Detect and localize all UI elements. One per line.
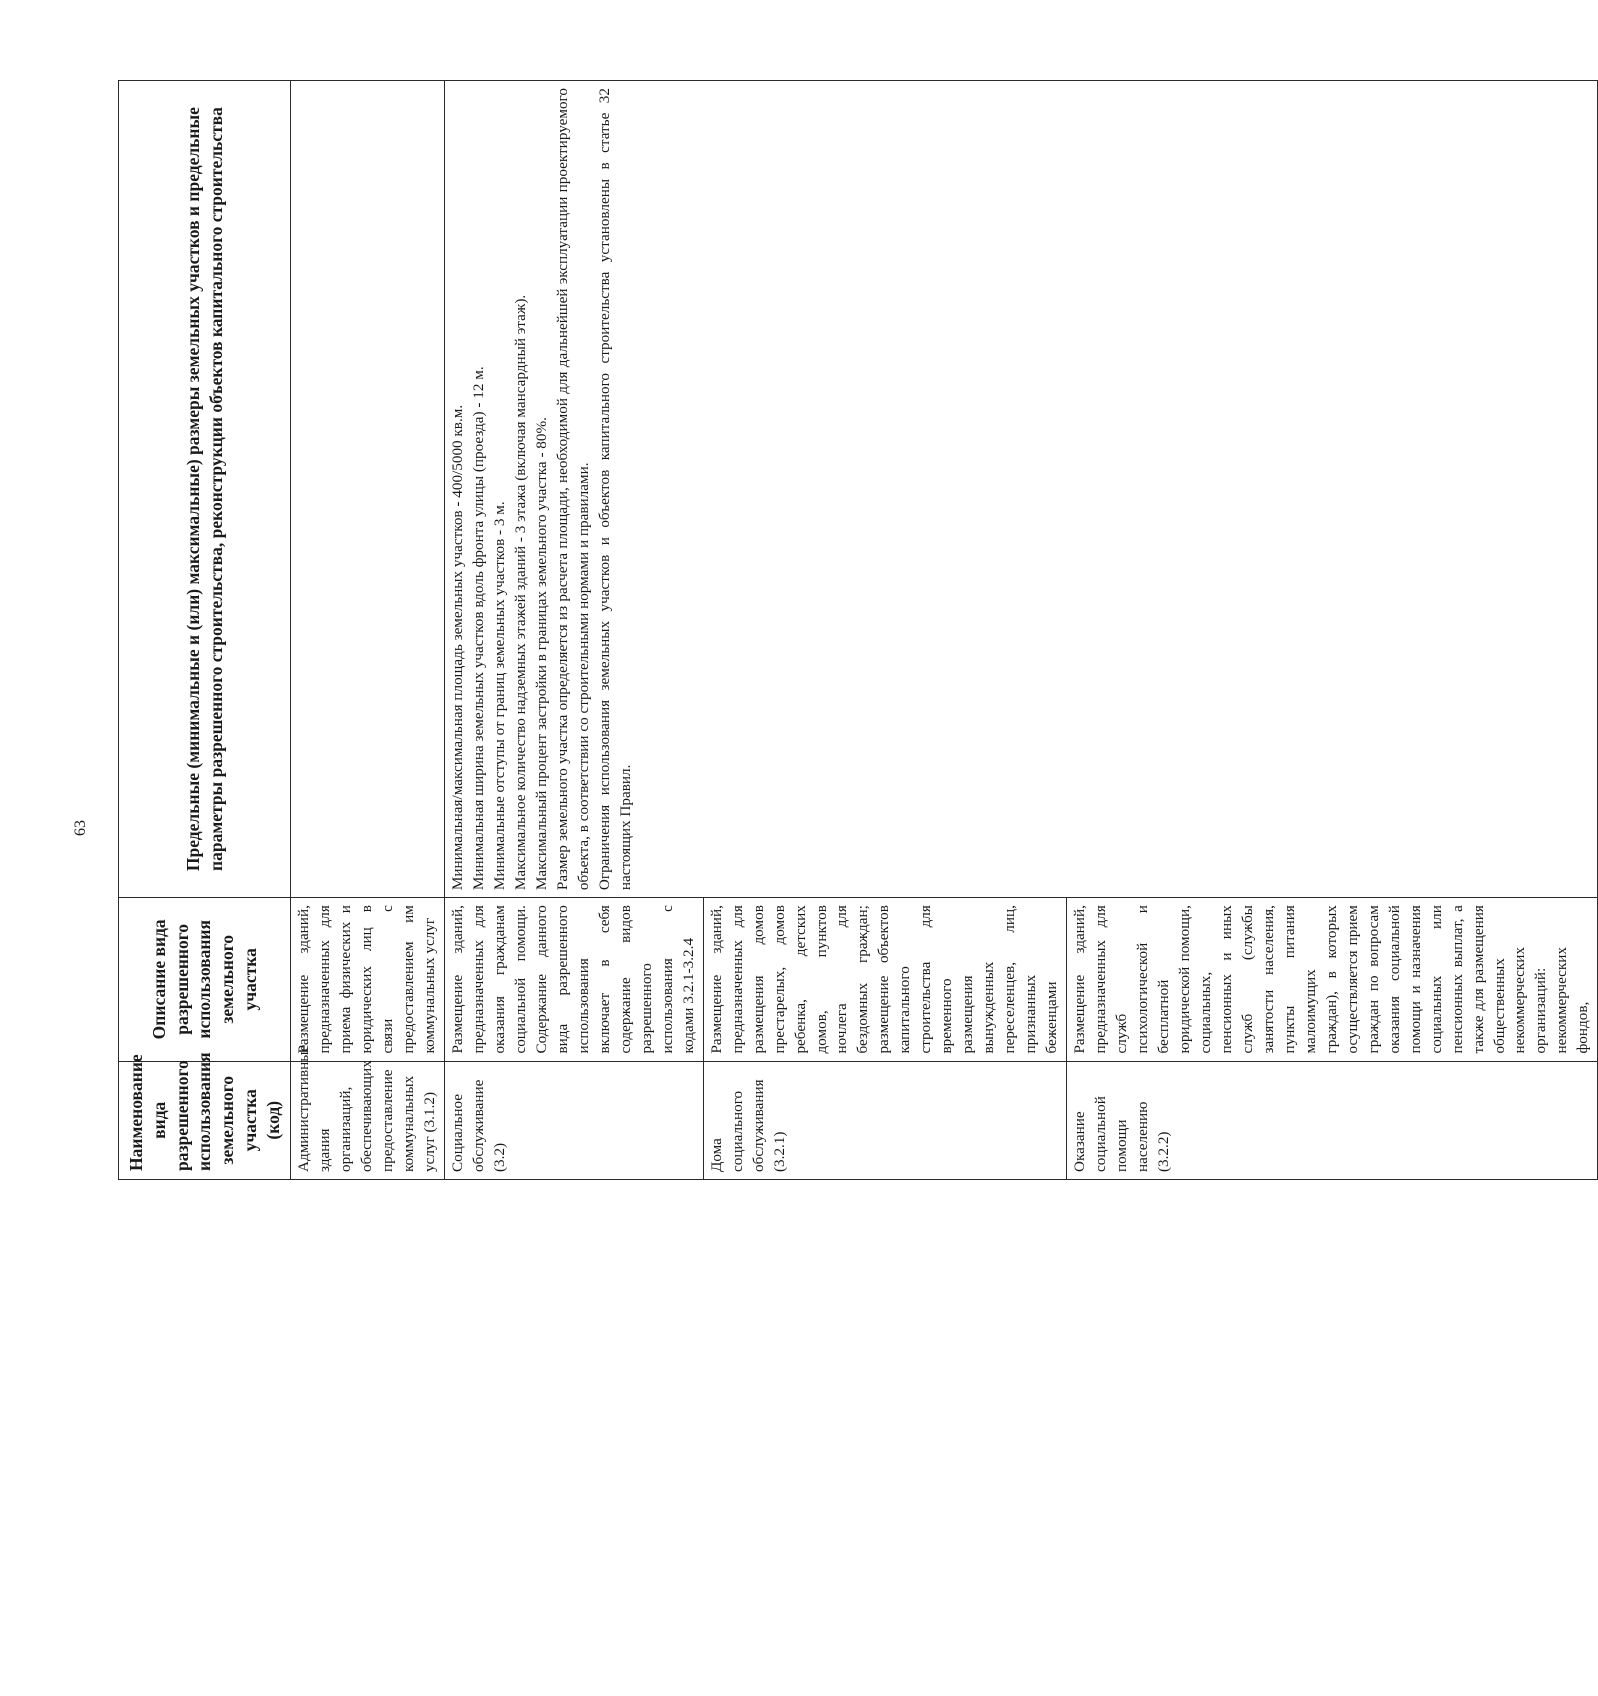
use-description: Размещение зданий, предназначенных для размещения домов престарелых, домов ребенка, детских домов, пунктов ночлега для бездомных граждан; размещение объектов капитального строительства для временного размещения вынужденных переселенцев, лиц, признанных беженцами xyxy=(707,905,1061,1054)
use-name: Социальное обслуживание (3.2) xyxy=(449,1079,508,1172)
parameter-line: Максимальное количество надземных этажей зданий - 3 этажа (включая мансардный этаж). xyxy=(511,294,529,891)
table-row xyxy=(291,81,445,1180)
land-use-table xyxy=(118,80,1598,1180)
parameter-line: Минимальная/максимальная площадь земельных участков - 400/5000 кв.м. xyxy=(449,404,467,891)
use-description: Размещение зданий, предназначенных для служб психологической и бесплатной юридической помощи, социальных, пенсионных и иных служб (службы занятости населения, пункты питания малоимущих граждан), в которых осуществляется прием граждан по вопросам оказания социальной помощи и назначения социальных или пенсионных выплат, а также для размещения общественных некоммерческих организаций: некоммерческих фондов, xyxy=(1071,905,1592,1054)
use-description-cell xyxy=(1067,898,1598,1061)
use-description: Размещение зданий, предназначенных для приема физических и юридических лиц в связи с предоставлением им коммунальных услуг xyxy=(295,905,439,1054)
use-name-cell xyxy=(291,1044,445,1179)
header-use-name: Наименование вида разрешенного использования земельного участка (код) xyxy=(119,1061,291,1179)
parameter-line: Минимальные отступы от границ земельных участков - 3 м. xyxy=(490,501,508,891)
parameter-line: Ограничения использования земельных участков и объектов капитального строительства установлены в статье 32 настоящих Правил. xyxy=(595,88,634,891)
use-name-cell xyxy=(1067,1061,1598,1179)
limit-parameters-cell xyxy=(445,81,1598,898)
use-name: Дома социального обслуживания (3.2.1) xyxy=(707,1079,788,1172)
use-description: Размещение зданий, предназначенных для оказания гражданам социальной помощи. Содержание данного вида разрешенного использования включает в себя содержание видов разрешенного использования с кодами 3.2.1-3.2.4 xyxy=(449,905,697,1054)
use-description-cell xyxy=(291,898,445,1061)
parameter-line: Максимальный процент застройки в границах земельного участка - 80%. xyxy=(532,417,550,891)
header-limit-parameters: Предельные (минимальные и (или) максимальные) размеры земельных участков и предельные параметры разрешенного строительства, реконструкции объектов капитального строительства xyxy=(119,81,291,898)
use-name: Оказание социальной помощи населению (3.2.2) xyxy=(1071,1096,1172,1172)
table-row xyxy=(445,81,704,1180)
limit-parameters-cell xyxy=(291,81,445,898)
rotated-page-content xyxy=(118,80,1592,1180)
use-description-cell xyxy=(703,898,1066,1061)
use-name-cell xyxy=(445,1061,704,1179)
use-name: Административные здания организаций, обеспечивающих предоставление коммунальных услуг (3.1.2) xyxy=(295,1044,439,1172)
use-name-cell xyxy=(703,1061,1066,1179)
parameter-line: Минимальная ширина земельных участков вдоль фронта улицы (проезда) - 12 м. xyxy=(470,366,487,891)
header-use-description: Описание вида разрешенного использования земельного участка xyxy=(119,898,291,1061)
parameter-line: Размер земельного участка определяется из расчета площади, необходимой для дальнейшей эксплуатации проектируемого объекта, в соответствии со строительными нормами и правилами. xyxy=(553,88,592,891)
table-header-row xyxy=(119,81,291,1180)
use-description-cell xyxy=(445,898,704,1061)
page-number: 63 xyxy=(72,820,89,836)
